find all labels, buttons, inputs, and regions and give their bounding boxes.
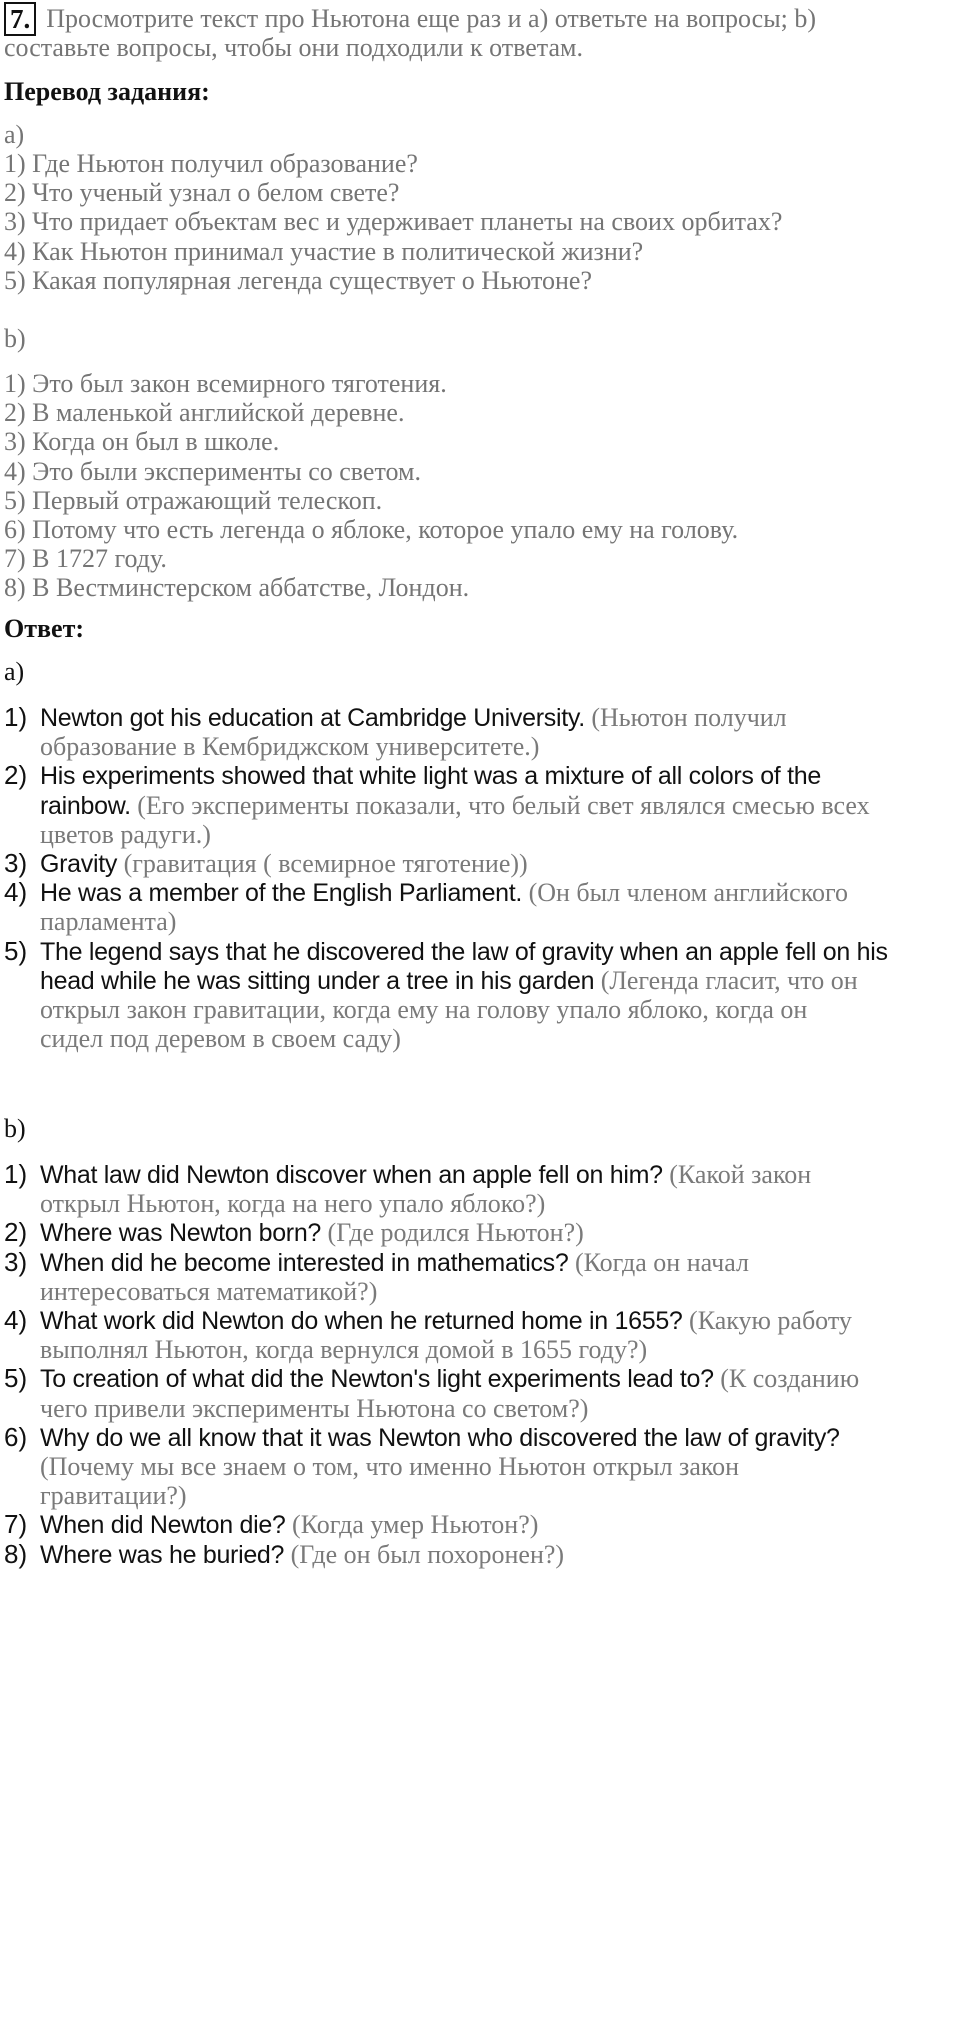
answer-item	[4, 1248, 954, 1306]
english-text: What work did Newton do when he returned home in 1655?	[40, 1307, 683, 1335]
answer-item-line	[40, 703, 954, 732]
russian-translation: сидел под деревом в своем саду)	[40, 1024, 401, 1054]
answer-item	[4, 1218, 954, 1247]
russian-translation: (Почему мы все знаем о том, что именно Ньютон открыл закон	[40, 1451, 740, 1481]
russian-translation: гравитации?)	[40, 1481, 187, 1511]
answer-part-b-label: b)	[4, 1114, 26, 1143]
list-item: 5) Первый отражающий телескоп.	[4, 485, 383, 515]
list-item: 1) Это был закон всемирного тяготения.	[4, 369, 447, 398]
answer-item-line	[40, 878, 954, 907]
answer-item-number: 1)	[4, 702, 28, 732]
answer-item-line	[40, 791, 954, 820]
answer-item-line	[40, 907, 954, 936]
answer-item-line	[40, 1394, 954, 1423]
answer-item-number: 5)	[4, 935, 28, 966]
russian-translation: (Его эксперименты показали, что белый свет являлся смесью всех	[130, 790, 870, 820]
english-text: Where was Newton born?	[40, 1219, 322, 1248]
list-item: 4) Это были эксперименты со светом.	[4, 456, 421, 486]
english-text: He was a member of the English Parliament.	[40, 879, 523, 908]
answer-item-line	[40, 1189, 954, 1218]
russian-translation: интересоваться математикой?)	[40, 1276, 378, 1306]
list-item: 2) В маленькой английской деревне.	[4, 398, 405, 428]
answer-item-number: 4)	[4, 1305, 28, 1335]
answer-item-line	[40, 1277, 954, 1306]
answer-item-line	[40, 1540, 954, 1569]
russian-translation: образование в Кембриджском университете.)	[40, 732, 540, 762]
russian-translation: (Какую работу	[682, 1306, 852, 1335]
english-text: What law did Newton discover when an apple fell on him?	[40, 1161, 663, 1189]
answer-heading: Ответ:	[4, 614, 85, 643]
answer-item-line	[40, 995, 954, 1024]
russian-translation: (Когда он начал	[568, 1247, 749, 1277]
russian-translation: цветов радуги.)	[40, 819, 211, 849]
list-item: 3) Что придает объектам вес и удерживает планеты на своих орбитах?	[4, 207, 783, 237]
answer-item-line	[40, 1218, 954, 1247]
answer-item	[4, 1423, 954, 1511]
translation-part-b-label: b)	[4, 324, 26, 353]
answer-item-line	[40, 1248, 954, 1277]
russian-translation: (К созданию	[713, 1364, 860, 1394]
answer-item-number: 3)	[4, 848, 28, 878]
task-instruction-line-2: составьте вопросы, чтобы они подходили к ответам.	[4, 33, 583, 62]
answer-item-line	[40, 820, 954, 849]
task-number-box: 7.	[4, 2, 36, 36]
list-item: 4) Как Ньютон принимал участие в политической жизни?	[4, 236, 644, 266]
translation-part-a-label: a)	[4, 120, 25, 149]
english-text: Where was he buried?	[40, 1540, 285, 1569]
answer-item-number: 7)	[4, 1509, 28, 1540]
russian-translation: (Когда умер Ньютон?)	[285, 1510, 539, 1540]
english-text: Gravity	[40, 850, 118, 878]
answer-item-number: 3)	[4, 1246, 28, 1277]
answer-item-number: 1)	[4, 1159, 28, 1189]
english-text: Why do we all know that it was Newton who discovered the law of gravity?	[40, 1423, 840, 1452]
list-item: 2) Что ученый узнал о белом свете?	[4, 178, 400, 208]
answer-item	[4, 761, 954, 849]
answer-item-line	[40, 1452, 954, 1481]
answer-item-number: 4)	[4, 877, 28, 908]
russian-translation: выполнял Ньютон, когда вернулся домой в 1655 году?)	[40, 1335, 648, 1365]
russian-translation: (Он был членом английского	[522, 878, 849, 908]
answer-item-line	[40, 966, 954, 995]
answer-item-number: 5)	[4, 1363, 28, 1394]
russian-translation: открыл закон гравитации, когда ему на голову упало яблоко, когда он	[40, 994, 808, 1024]
answer-item-number: 2)	[4, 1217, 28, 1248]
list-item: 7) В 1727 году.	[4, 544, 167, 574]
english-text: His experiments showed that white light was a mixture of all colors of the	[40, 762, 821, 791]
list-item: 1) Где Ньютон получил образование?	[4, 149, 418, 178]
list-item: 5) Какая популярная легенда существует о Ньютоне?	[4, 265, 593, 295]
answer-item-line	[40, 1423, 954, 1452]
list-item: 3) Когда он был в школе.	[4, 427, 280, 457]
english-text: rainbow.	[40, 791, 131, 820]
task-instruction-text-1: Просмотрите текст про Ньютона еще раз и a) ответьте на вопросы; b)	[46, 4, 817, 33]
answer-item	[4, 1364, 954, 1422]
answer-item	[4, 878, 954, 936]
answer-item-line	[40, 761, 954, 790]
answer-item-line	[40, 1335, 954, 1364]
english-text: When did Newton die?	[40, 1511, 286, 1540]
english-text: head while he was sitting under a tree in his garden	[40, 966, 595, 995]
answer-item-number: 8)	[4, 1538, 28, 1569]
answer-item-line	[40, 937, 954, 966]
answer-item	[4, 849, 954, 878]
answer-item-number: 2)	[4, 760, 28, 791]
answer-item-line	[40, 1510, 954, 1539]
russian-translation: (гравитация ( всемирное тяготение))	[117, 849, 528, 878]
english-text: The legend says that he discovered the law of gravity when an apple fell on his	[40, 937, 888, 966]
english-text: Newton got his education at Cambridge University.	[40, 704, 585, 732]
russian-translation: (Какой закон	[662, 1160, 812, 1189]
answer-part-a-label: a)	[4, 657, 25, 686]
answer-item-line	[40, 1306, 954, 1335]
answer-item-line	[40, 732, 954, 761]
russian-translation: (Где он был похоронен?)	[284, 1539, 565, 1569]
answer-item-line	[40, 1024, 954, 1053]
russian-translation: (Ньютон получил	[584, 703, 787, 732]
answer-item	[4, 1306, 954, 1364]
answer-item-line	[40, 1160, 954, 1189]
answer-item-line	[40, 1364, 954, 1393]
answer-item	[4, 1510, 954, 1539]
russian-translation: чего привели эксперименты Ньютона со светом?)	[40, 1393, 589, 1423]
english-text: When did he become interested in mathematics?	[40, 1248, 569, 1277]
answer-item	[4, 1540, 954, 1569]
translation-heading: Перевод задания:	[4, 77, 210, 106]
answer-item	[4, 703, 954, 761]
english-text: To creation of what did the Newton's light experiments lead to?	[40, 1365, 714, 1394]
answer-item	[4, 937, 954, 1054]
answer-item-line	[40, 1481, 954, 1510]
list-item: 8) В Вестминстерском аббатстве, Лондон.	[4, 573, 470, 603]
answer-item	[4, 1160, 954, 1218]
russian-translation: открыл Ньютон, когда на него упало яблоко?)	[40, 1189, 546, 1219]
russian-translation: (Где родился Ньютон?)	[321, 1218, 584, 1248]
answer-item-number: 6)	[4, 1421, 28, 1452]
russian-translation: (Легенда гласит, что он	[594, 965, 858, 995]
answer-item-line	[40, 849, 954, 878]
list-item: 6) Потому что есть легенда о яблоке, которое упало ему на голову.	[4, 515, 739, 544]
russian-translation: парламента)	[40, 907, 177, 937]
